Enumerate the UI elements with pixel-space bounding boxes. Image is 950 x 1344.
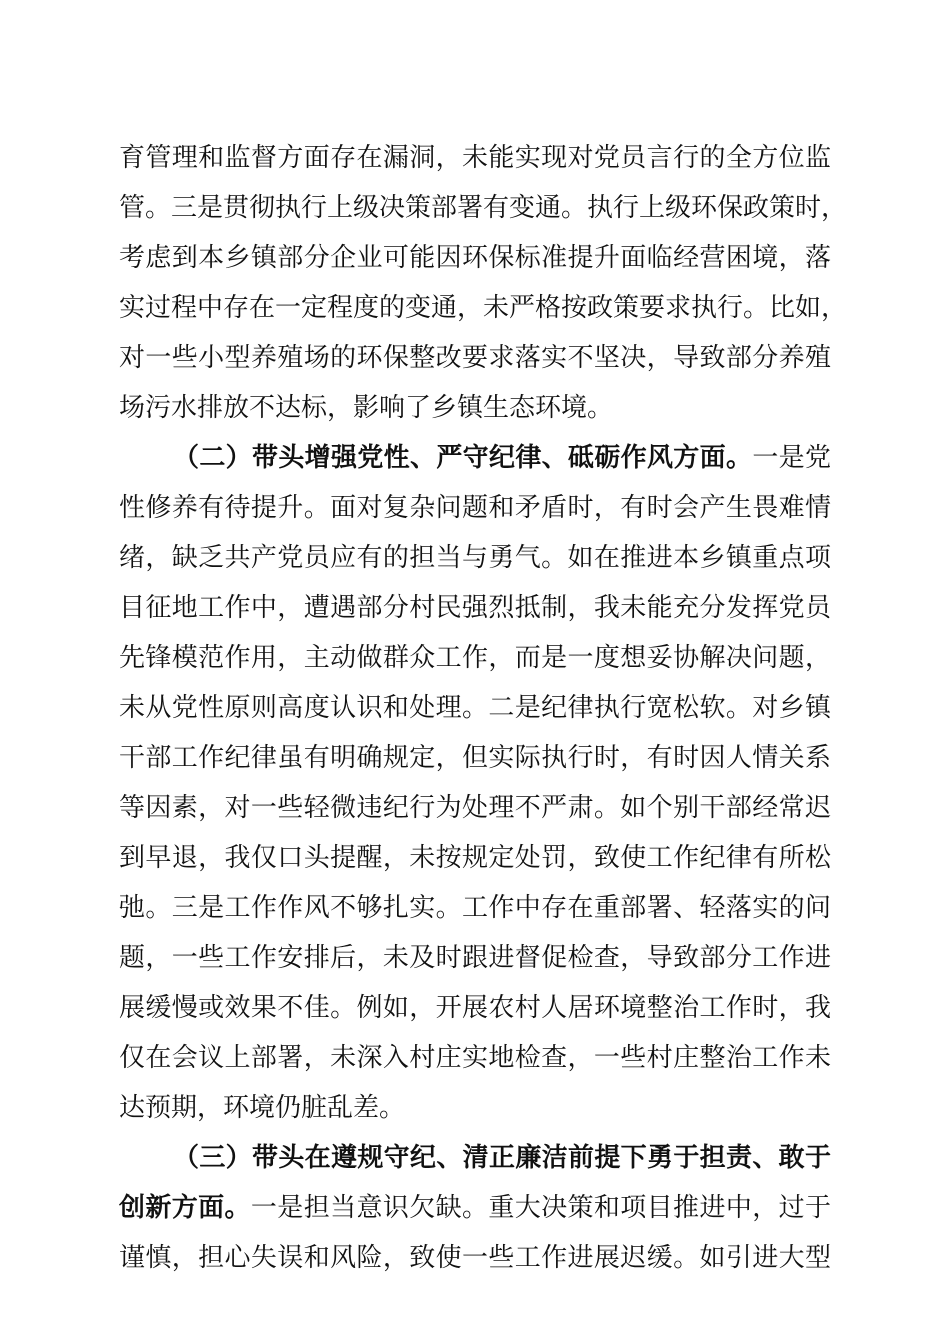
paragraph-2-line-2: 性修养有待提升。面对复杂问题和矛盾时，有时会产生畏难情	[119, 493, 831, 523]
paragraph-1-line-4: 实过程中存在一定程度的变通，未严格按政策要求执行。比如，	[119, 293, 848, 323]
paragraph-1-line-3: 考虑到本乡镇部分企业可能因环保标准提升面临经营困境，落	[119, 243, 831, 273]
paragraph-2-line-9: 到早退，我仅口头提醒，未按规定处罚，致使工作纪律有所松	[119, 843, 831, 873]
paragraph-1-line-5: 对一些小型养殖场的环保整改要求落实不坚决，导致部分养殖	[119, 343, 831, 373]
paragraph-2-line-13: 仅在会议上部署，未深入村庄实地检查，一些村庄整治工作未	[119, 1043, 831, 1073]
paragraph-2-line-11: 题，一些工作安排后，未及时跟进督促检查，导致部分工作进	[119, 943, 831, 973]
paragraph-3-line-2	[119, 1183, 831, 1233]
paragraph-2-line-14: 达预期，环境仍脏乱差。	[119, 1093, 406, 1123]
paragraph-2-line-1	[173, 433, 831, 483]
paragraph-2-line-10: 弛。三是工作作风不够扎实。工作中存在重部署、轻落实的问	[119, 893, 831, 923]
paragraph-2-line-6: 未从党性原则高度认识和处理。二是纪律执行宽松软。对乡镇	[119, 693, 831, 723]
paragraph-2-line-4: 目征地工作中，遭遇部分村民强烈抵制，我未能充分发挥党员	[119, 593, 831, 623]
paragraph-2-line-8: 等因素，对一些轻微违纪行为处理不严肃。如个别干部经常迟	[119, 793, 831, 823]
section-heading-2: （二）带头增强党性、严守纪律、砥砺作风方面。	[173, 443, 753, 473]
paragraph-2-line-5: 先锋模范作用，主动做群众工作，而是一度想妥协解决问题，	[119, 643, 831, 673]
section-heading-3-tail: 创新方面。	[119, 1193, 251, 1223]
paragraph-2-line-1-text: 一是党	[752, 443, 831, 473]
paragraph-1-line-1: 育管理和监督方面存在漏洞，未能实现对党员言行的全方位监	[119, 143, 831, 173]
paragraph-1-line-2: 管。三是贯彻执行上级决策部署有变通。执行上级环保政策时，	[119, 193, 848, 223]
section-heading-3: （三）带头在遵规守纪、清正廉洁前提下勇于担责、敢于	[173, 1143, 831, 1173]
paragraph-3-line-3: 谨慎，担心失误和风险，致使一些工作进展迟缓。如引进大型	[119, 1243, 831, 1273]
paragraph-2-line-3: 绪，缺乏共产党员应有的担当与勇气。如在推进本乡镇重点项	[119, 543, 831, 573]
paragraph-2-line-12: 展缓慢或效果不佳。例如，开展农村人居环境整治工作时，我	[119, 993, 831, 1023]
paragraph-2-line-7: 干部工作纪律虽有明确规定，但实际执行时，有时因人情关系	[119, 743, 831, 773]
paragraph-1-line-6: 场污水排放不达标，影响了乡镇生态环境。	[119, 393, 614, 423]
paragraph-3-line-2-text: 一是担当意识欠缺。重大决策和项目推进中，过于	[250, 1193, 831, 1223]
